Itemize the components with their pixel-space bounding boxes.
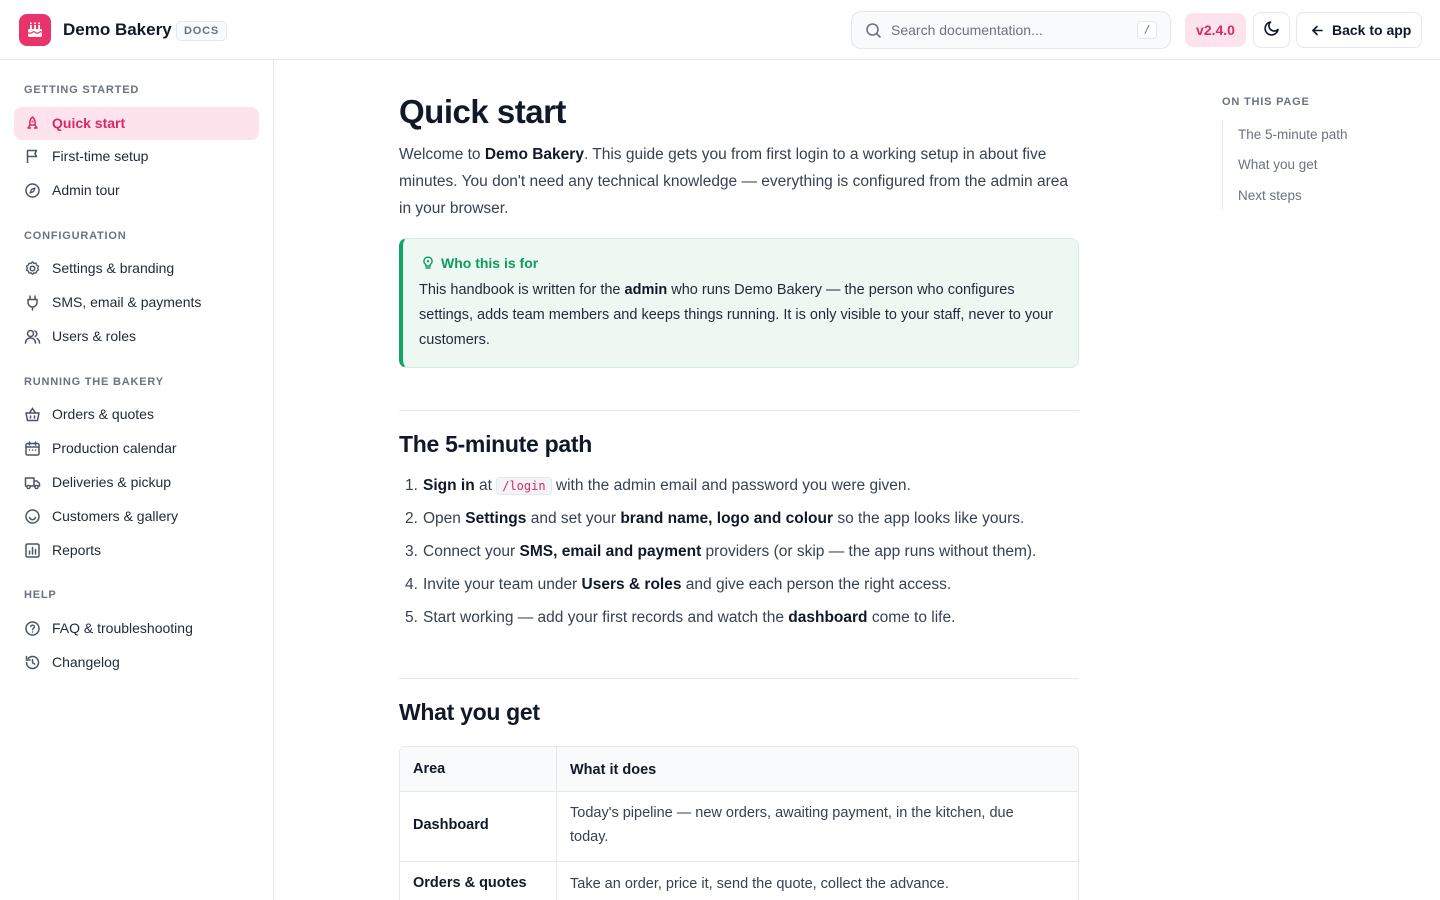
sidebar-section-help: HELP [24,589,57,601]
sidebar-item-admin-tour[interactable] [14,174,259,207]
who-this-is-for-callout [399,238,1079,368]
history-icon [24,654,41,671]
cake-logo-icon[interactable] [19,14,51,46]
sidebar-item-customers-gallery[interactable] [14,500,259,533]
truck-icon [24,474,41,491]
table-cell-description: Take an order, price it, send the quote, collect the advance. [570,876,949,892]
sidebar-item-settings-branding[interactable] [14,252,259,285]
sidebar-item-label: First-time setup [52,148,149,164]
sidebar-item-production-calendar[interactable] [14,432,259,465]
list-item: 2. Open Settings and set your brand name, logo and colour so the app looks like yours. [405,510,1025,527]
flag-icon [24,148,41,165]
compass-icon [24,182,41,199]
table-row [400,792,1079,862]
list-item: 4. Invite your team under Users & roles and give each person the right access. [405,576,952,593]
sidebar-section-configuration: CONFIGURATION [24,230,127,242]
search-input[interactable] [851,11,1171,49]
sidebar-item-label: Production calendar [52,440,177,456]
sidebar-item-sms-email-payments[interactable] [14,286,259,319]
sidebar-item-label: Reports [52,542,102,558]
sidebar-item-label: Customers & gallery [52,508,179,524]
search-placeholder: Search documentation... [891,22,1043,38]
sidebar-item-label: Changelog [52,654,120,670]
theme-toggle-button[interactable] [1253,12,1290,48]
arrow-left-icon [1311,24,1324,42]
sidebar-item-orders-quotes[interactable] [14,398,259,431]
sidebar-item-changelog[interactable] [14,646,259,679]
toc-item-what-you-get[interactable]: What you get [1238,157,1318,172]
table-header-area: Area [413,761,446,777]
help-circle-icon [24,620,41,637]
page-title: Quick start [399,93,566,130]
list-item: 3. Connect your SMS, email and payment providers (or skip — the app runs without them). [405,543,1037,560]
table-row [400,862,1079,900]
moon-icon [1263,19,1281,42]
sidebar-item-label: Quick start [52,115,126,131]
plug-icon [24,294,41,311]
sidebar-section-running-the-bakery: RUNNING THE BAKERY [24,376,164,388]
sidebar-item-first-time-setup[interactable] [14,140,259,173]
table-cell-area: Orders & quotes [413,875,527,891]
section-divider [399,410,1079,411]
lightbulb-icon [421,256,435,275]
callout-title: Who this is for [441,255,539,271]
sidebar [0,60,274,900]
table-header-row [400,747,1079,792]
toc-rail [1222,121,1223,210]
brand-name[interactable]: Demo Bakery [63,20,172,39]
calendar-icon [24,440,41,457]
list-item: 5. Start working — add your first records and watch the dashboard come to life. [405,609,956,626]
basket-icon [24,406,41,423]
chart-icon [24,542,41,559]
sidebar-item-deliveries-pickup[interactable] [14,466,259,499]
steps-list [399,477,1089,642]
sidebar-item-quick-start[interactable] [14,107,259,140]
login-code: /login [496,477,551,495]
search-icon [865,22,882,44]
sidebar-item-label: Orders & quotes [52,406,154,422]
callout-body: This handbook is written for the admin who runs Demo Bakery — the person who configures settings, adds team members and keeps things running. It is only visible to your staff, never to your customers. [419,282,1054,348]
sidebar-item-label: Settings & branding [52,260,175,276]
section-title-what-you-get: What you get [399,699,540,725]
version-badge[interactable]: v2.4.0 [1185,13,1246,47]
intro-paragraph: Welcome to Demo Bakery. This guide gets you from first login to a working setup in about five minutes. You don't need any technical knowledge — everything is configured from the admin area in your browser. [399,146,1069,217]
features-table [399,746,1079,900]
table-header-what-it-does: What it does [570,762,657,778]
toc-title: ON THIS PAGE [1222,96,1310,108]
toc-item-5-minute-path[interactable]: The 5-minute path [1238,127,1348,142]
smile-icon [24,508,41,525]
search-shortcut-key: / [1137,21,1157,39]
table-cell-description: Today's pipeline — new orders, awaiting payment, in the kitchen, due today. [570,805,1014,845]
sidebar-section-getting-started: GETTING STARTED [24,84,140,96]
section-title-5-minute-path: The 5-minute path [399,431,592,457]
rocket-icon [24,115,41,132]
sidebar-item-label: SMS, email & payments [52,294,202,310]
sidebar-item-faq-troubleshooting[interactable] [14,612,259,645]
sidebar-item-reports[interactable] [14,534,259,567]
list-item: 1. Sign in at /login with the admin email and password you were given. [405,477,911,494]
back-to-app-label: Back to app [1332,22,1412,38]
sidebar-item-label: FAQ & troubleshooting [52,620,193,636]
sidebar-item-label: Users & roles [52,328,137,344]
gear-icon [24,260,41,277]
sidebar-item-users-roles[interactable] [14,320,259,353]
sidebar-item-label: Deliveries & pickup [52,474,172,490]
back-to-app-button[interactable] [1296,12,1422,48]
sidebar-item-label: Admin tour [52,182,120,198]
table-cell-area: Dashboard [413,817,489,833]
toc-item-next-steps[interactable]: Next steps [1238,188,1302,203]
section-divider [399,678,1079,679]
users-icon [24,328,41,345]
docs-badge: DOCS [176,21,227,41]
top-header [0,0,1440,60]
